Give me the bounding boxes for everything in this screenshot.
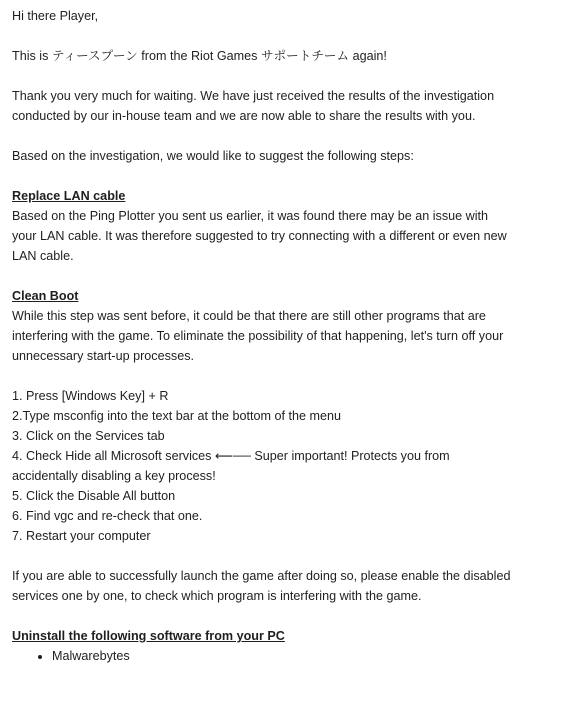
list-item: • Malwarebytes (52, 646, 512, 666)
step-item: 3. Click on the Services tab (12, 429, 165, 443)
step-item: 6. Find vgc and re-check that one. (12, 509, 203, 523)
greeting: Hi there Player, (12, 9, 99, 23)
intro-line: This is ティースプーン from the Riot Games サポートチーム again! (12, 49, 387, 63)
step-item: 1. Press [Windows Key] + R (12, 389, 169, 403)
section-heading: Clean Boot (12, 289, 79, 303)
followup-paragraph: If you are able to successfully launch the game after doing so, please enable the disabled services one by one, to check which program is interfering with the game. (12, 569, 511, 603)
step-item: 7. Restart your computer (12, 529, 151, 543)
thanks-paragraph: Thank you very much for waiting. We have just received the results of the investigation conducted by our in-house team and we are now able to share the results with you. (12, 89, 495, 123)
section-heading: Replace LAN cable (12, 189, 126, 203)
section-uninstall (12, 626, 512, 666)
software-list (12, 646, 512, 666)
section-replace-lan (12, 186, 512, 266)
suggest-line: Based on the investigation, we would like to suggest the following steps: (12, 149, 414, 163)
section-body: Based on the Ping Plotter you sent us earlier, it was found there may be an issue with your LAN cable. It was therefore suggested to try connecting with a different or even new LAN cable. (12, 209, 507, 263)
step-item: 2.Type msconfig into the text bar at the bottom of the menu (12, 409, 342, 423)
section-clean-boot (12, 286, 512, 606)
step-item: 4. Check Hide all Microsoft services ⟵── Super important! Protects you from accidentally disabling a key process! (12, 449, 450, 483)
section-body: While this step was sent before, it could be that there are still other programs that are interfering with the game. To eliminate the possibility of that happening, let's turn off your unnecessary start-up processes. (12, 309, 504, 363)
section-heading: Uninstall the following software from your PC (12, 629, 285, 643)
steps-list (12, 386, 512, 546)
step-item: 5. Click the Disable All button (12, 489, 176, 503)
